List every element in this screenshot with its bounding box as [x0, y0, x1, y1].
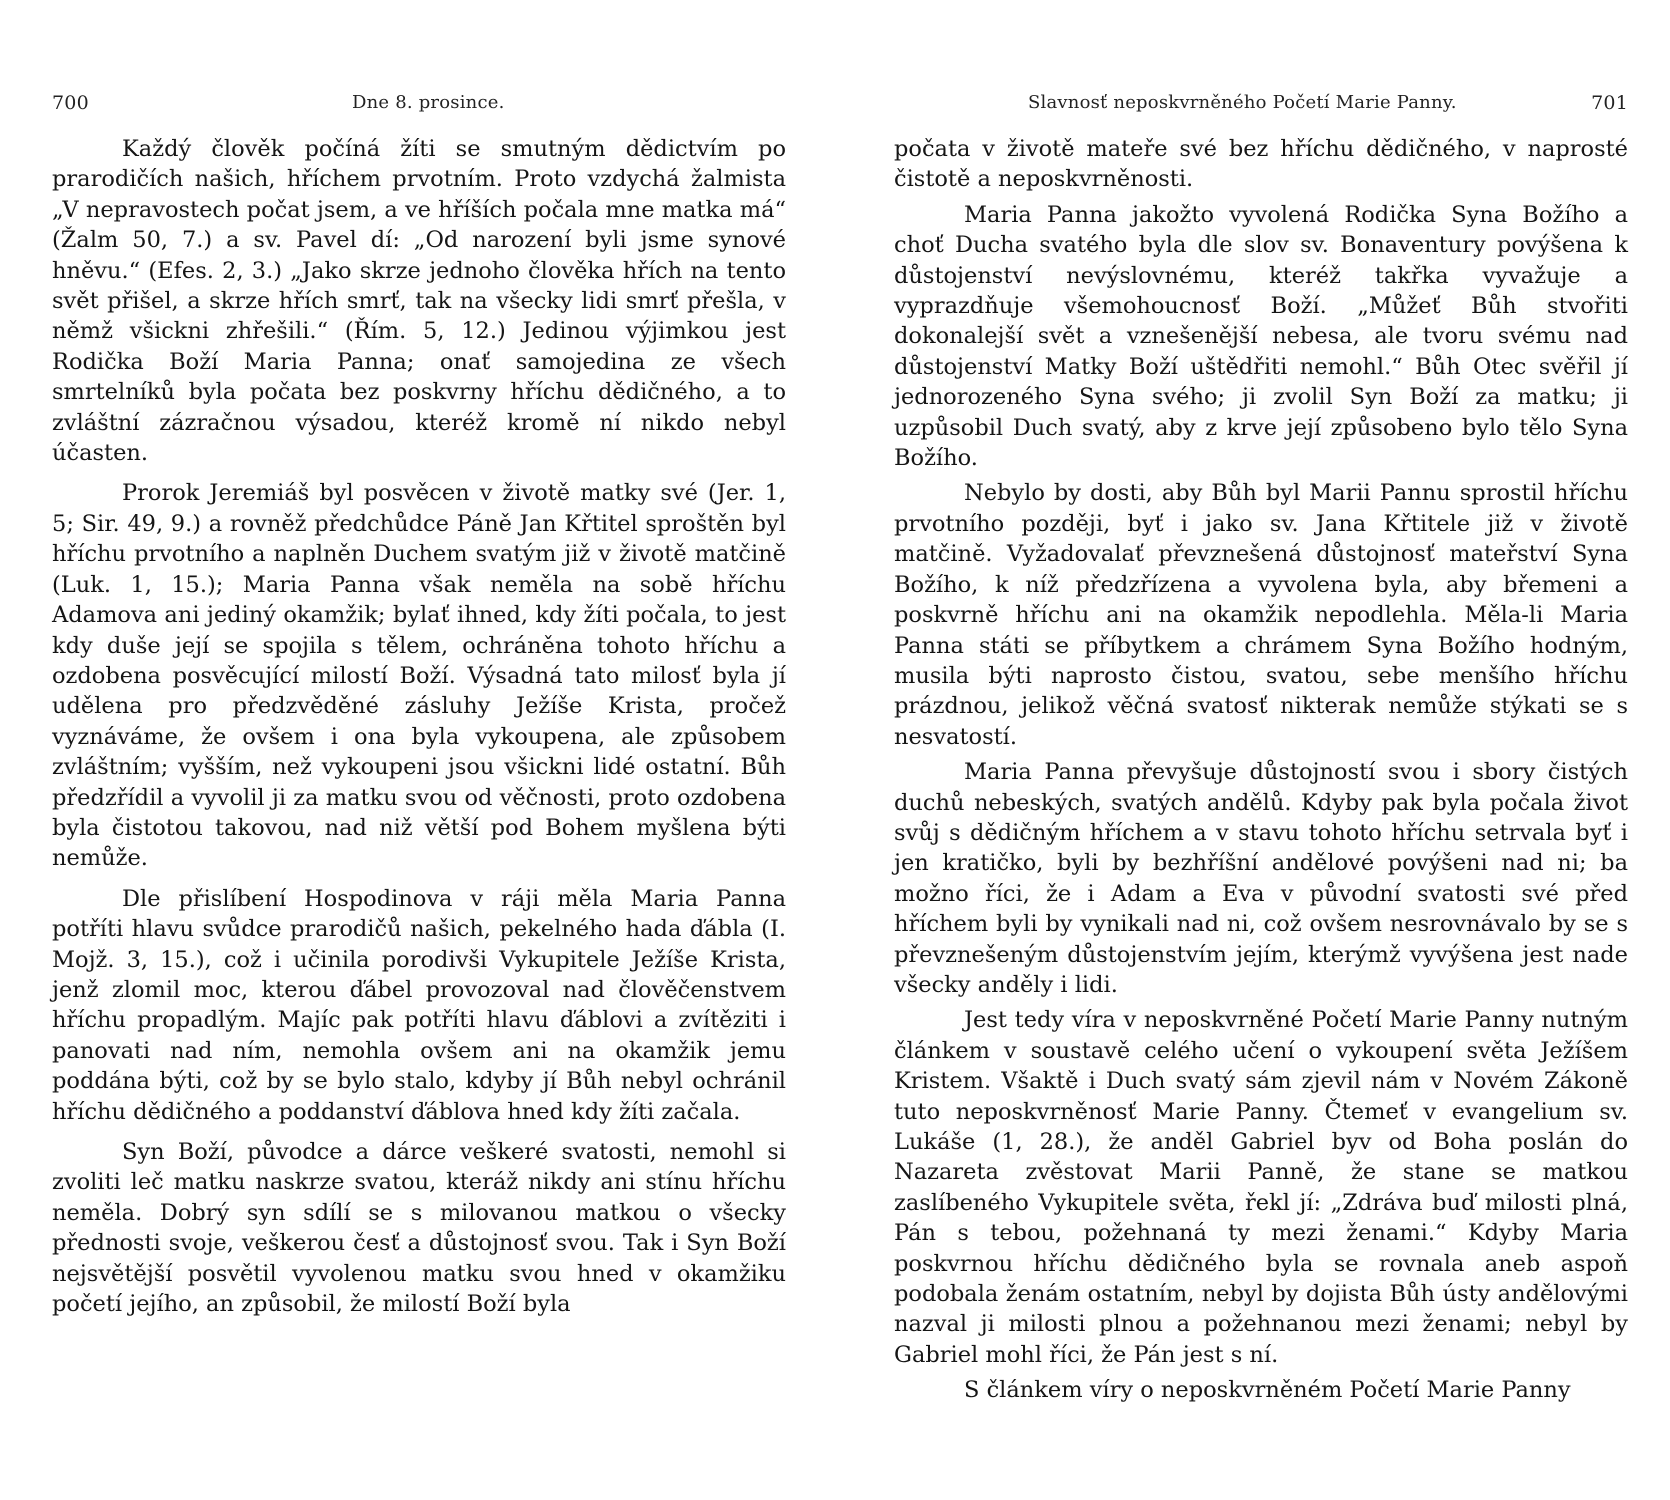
right-page-body	[894, 134, 1628, 1406]
paragraph: Každý člověk počíná žíti se smutným dědictvím po prarodičích našich, hříchem prvotním. Proto vzdychá žalmista „V nepravostech počat jsem, a ve hříších počala mne matka má“ (Žalm 50, 7.) a sv. Pavel dí: „Od narození byli jsme synové hněvu.“ (Efes. 2, 3.) „Jako skrze jednoho člověka hřích na tento svět přišel, a skrze hřích smrť, tak na všecky lidi smrť přešla, v němž všickni zhřešili.“ (Řím. 5, 12.) Jedinou výjimkou jest Rodička Boží Maria Panna; onať samojedina ze všech smrtelníků byla počata bez poskvrny hříchu dědičného, a to zvláštní zázračnou výsadou, kteréž kromě ní nikdo nebyl účasten.	[52, 136, 786, 467]
running-head: Dne 8. prosince.	[352, 92, 505, 113]
left-page	[52, 92, 786, 1482]
left-page-header	[52, 92, 786, 128]
paragraph: Nebylo by dosti, aby Bůh byl Marii Pannu sprostil hříchu prvotního později, byť i jako sv. Jana Křtitele již v životě matčině. Vyžadovalať převznešená důstojnosť mateřství Syna Božího, k níž předzřízena a vyvolena byla, aby břemeni a poskvrně hříchu ani na okamžik nepodlehla. Měla-li Maria Panna státi se příbytkem a chrámem Syna Božího hodným, musila býti naprosto čistou, svatou, sebe menšího hříchu prázdnou, jelikož věčná svatosť nikterak nemůže stýkati se s nesvatostí.	[894, 480, 1628, 750]
left-page-body	[52, 134, 786, 1319]
paragraph: počata v životě mateře své bez hříchu dědičného, v naprosté čistotě a neposkvrněnosti.	[894, 136, 1628, 193]
page-number: 700	[52, 92, 89, 114]
running-head: Slavnosť neposkvrněného Početí Marie Panny.	[1028, 92, 1457, 113]
right-page	[894, 92, 1628, 1482]
page-number: 701	[1591, 92, 1628, 114]
paragraph: Syn Boží, původce a dárce veškeré svatosti, nemohl si zvoliti leč matku naskrze svatou, kteráž nikdy ani stínu hříchu neměla. Dobrý syn sdílí se s milovanou matkou o všecky přednosti svoje, veškerou česť a důstojnosť svou. Tak i Syn Boží nejsvětější posvětil vyvolenou matku svou hned v okamžiku početí jejího, an způsobil, že milostí Boží byla	[52, 1139, 786, 1318]
paragraph: S článkem víry o neposkvrněném Početí Marie Panny	[964, 1377, 1571, 1404]
paragraph: Maria Panna jakožto vyvolená Rodička Syna Božího a choť Ducha svatého byla dle slov sv. Bonaventury povýšena k důstojenství nevýslovnému, kteréž takřka vyvažuje a vyprazdňuje všemohoucnosť Boží. „Můžeť Bůh stvořiti dokonalejší svět a vznešenější nebesa, ale tvoru svému nad důstojenství Matky Boží uštědřiti nemohl.“ Bůh Otec svěřil jí jednorozeného Syna svého; ji zvolil Syn Boží za matku; ji uzpůsobil Duch svatý, aby z krve její způsobeno bylo tělo Syna Božího.	[894, 201, 1628, 472]
paragraph: Maria Panna převyšuje důstojností svou i sbory čistých duchů nebeských, svatých andělů. Kdyby pak byla počala život svůj s dědičným hříchem a v stavu tohoto hříchu setrvala byť i jen kratičko, byli by bezhříšní andělové povýšeni nad ni; ba možno říci, že i Adam a Eva v původní svatosti své před hříchem byli by vynikali nad ni, což ovšem nesrovnávalo by se s převznešeným důstojenstvím jejím, kterýmž vyvýšena jest nade všecky anděly i lidi.	[894, 759, 1628, 998]
paragraph: Prorok Jeremiáš byl posvěcen v životě matky své (Jer. 1, 5; Sir. 49, 9.) a rovněž předchůdce Páně Jan Křtitel sproštěn byl hříchu prvotního a naplněn Duchem svatým již v životě matčině (Luk. 1, 15.); Maria Panna však neměla na sobě hříchu Adamova ani jediný okamžik; bylať ihned, kdy žíti počala, to jest kdy duše její se spojila s tělem, ochráněna tohoto hříchu a ozdobena posvěcující milostí Boží. Výsadná tato milosť byla jí udělena pro předzvěděné zásluhy Ježíše Krista, pročež vyznáváme, že ovšem i ona byla vykoupena, ale způsobem zvláštním; vyšším, než vykoupeni jsou všickni lidé ostatní. Bůh předzřídil a vyvolil ji za matku svou od věčnosti, proto ozdobena byla čistotou takovou, nad niž větší pod Bohem myšlena býti nemůže.	[52, 480, 786, 872]
right-page-header	[894, 92, 1628, 128]
paragraph: Jest tedy víra v neposkvrněné Početí Marie Panny nutným článkem v soustavě celého učení o vykoupení světa Ježíšem Kristem. Všaktě i Duch svatý sám zjevil nám v Novém Zákoně tuto neposkvrněnosť Marie Panny. Čtemeť v evangelium sv. Lukáše (1, 28.), že anděl Gabriel byv od Boha poslán do Nazareta zvěstovat Marii Panně, že stane se matkou zaslíbeného Vykupitele světa, řekl jí: „Zdráva buď milosti plná, Pán s tebou, požehnaná ty mezi ženami.“ Kdyby Maria poskvrnou hříchu dědičného byla se rovnala aneb aspoň podobala ženám ostatním, nebyl by dojista Bůh ústy andělovými nazval ji milosti plnou a požehnanou mezi ženami; nebyl by Gabriel mohl říci, že Pán jest s ní.	[894, 1007, 1628, 1368]
paragraph: Dle přislíbení Hospodinova v ráji měla Maria Panna potříti hlavu svůdce prarodičů našich, pekelného hada ďábla (I. Mojž. 3, 15.), což i učinila porodivši Vykupitele Ježíše Krista, jenž zlomil moc, kterou ďábel provozoval nad člověčenstvem hříchu propadlým. Majíc pak potříti hlavu ďáblovi a zvítěziti i panovati nad ním, nemohla ovšem ani na okamžik jemu poddána býti, což by se bylo stalo, kdyby jí Bůh nebyl ochránil hříchu dědičného a poddanství ďáblova hned kdy žíti začala.	[52, 885, 786, 1125]
